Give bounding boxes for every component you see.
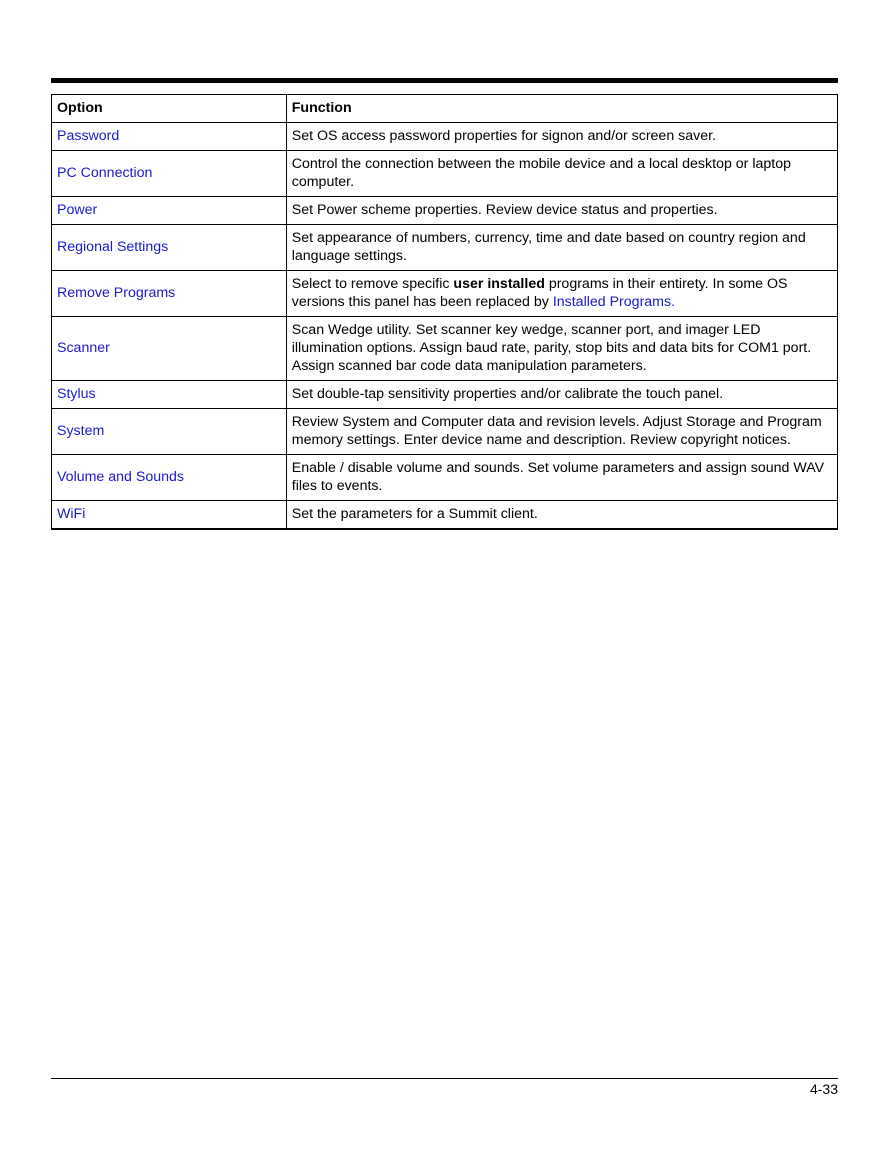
table-header-row [52,95,838,123]
table-row [52,197,838,225]
function-cell: Set Power scheme properties. Review device status and properties. [286,197,837,225]
function-cell: Set OS access password properties for signon and/or screen saver. [286,123,837,151]
table-row [52,225,838,271]
function-cell: Control the connection between the mobile device and a local desktop or laptop computer. [286,151,837,197]
option-link-pc-connection[interactable]: PC Connection [57,165,153,181]
table-row [52,123,838,151]
table-row [52,455,838,501]
option-cell [52,381,287,409]
options-table [51,94,838,530]
table-row [52,409,838,455]
installed-programs-link[interactable]: Installed Programs [552,294,672,310]
table-row [52,501,838,530]
function-text: programs in their entirety. In some OS versions this panel has been replaced by [291,276,788,310]
function-cell: Scan Wedge utility. Set scanner key wedge, scanner port, and imager LED illumination options. Assign baud rate, parity, stop bits and data bits for COM1 port. Assign scanned bar code data manipulation parameters. [286,317,837,381]
function-text: . [671,294,676,310]
option-cell [52,455,287,501]
option-cell [52,151,287,197]
function-emphasis: user installed [453,276,545,292]
function-text: Select to remove specific [291,276,454,292]
option-link-password[interactable]: Password [57,128,120,144]
function-cell: Enable / disable volume and sounds. Set volume parameters and assign sound WAV files to events. [286,455,837,501]
page-number: 4-33 [809,1081,838,1097]
header-rule [51,78,838,83]
option-link-scanner[interactable]: Scanner [57,340,110,356]
option-cell [52,123,287,151]
column-header-option: Option [52,95,287,123]
column-header-function: Function [286,95,837,123]
function-cell [286,271,837,317]
option-link-system[interactable]: System [57,423,105,439]
option-cell [52,317,287,381]
option-cell [52,501,287,530]
table-row [52,317,838,381]
option-link-power[interactable]: Power [57,202,98,218]
option-cell [52,271,287,317]
option-link-wifi[interactable]: WiFi [57,506,86,522]
option-link-remove-programs[interactable]: Remove Programs [57,285,176,301]
table-row [52,271,838,317]
option-cell [52,197,287,225]
footer-rule [51,1078,838,1079]
function-cell: Review System and Computer data and revision levels. Adjust Storage and Program memory settings. Enter device name and description. Review copyright notices. [286,409,837,455]
table-row [52,151,838,197]
function-cell: Set double-tap sensitivity properties and/or calibrate the touch panel. [286,381,837,409]
function-cell: Set appearance of numbers, currency, time and date based on country region and language settings. [286,225,837,271]
option-link-volume-and-sounds[interactable]: Volume and Sounds [57,469,184,485]
option-cell [52,225,287,271]
option-cell [52,409,287,455]
option-link-regional-settings[interactable]: Regional Settings [57,239,169,255]
table-row [52,381,838,409]
option-link-stylus[interactable]: Stylus [57,386,96,402]
function-cell: Set the parameters for a Summit client. [286,501,837,530]
